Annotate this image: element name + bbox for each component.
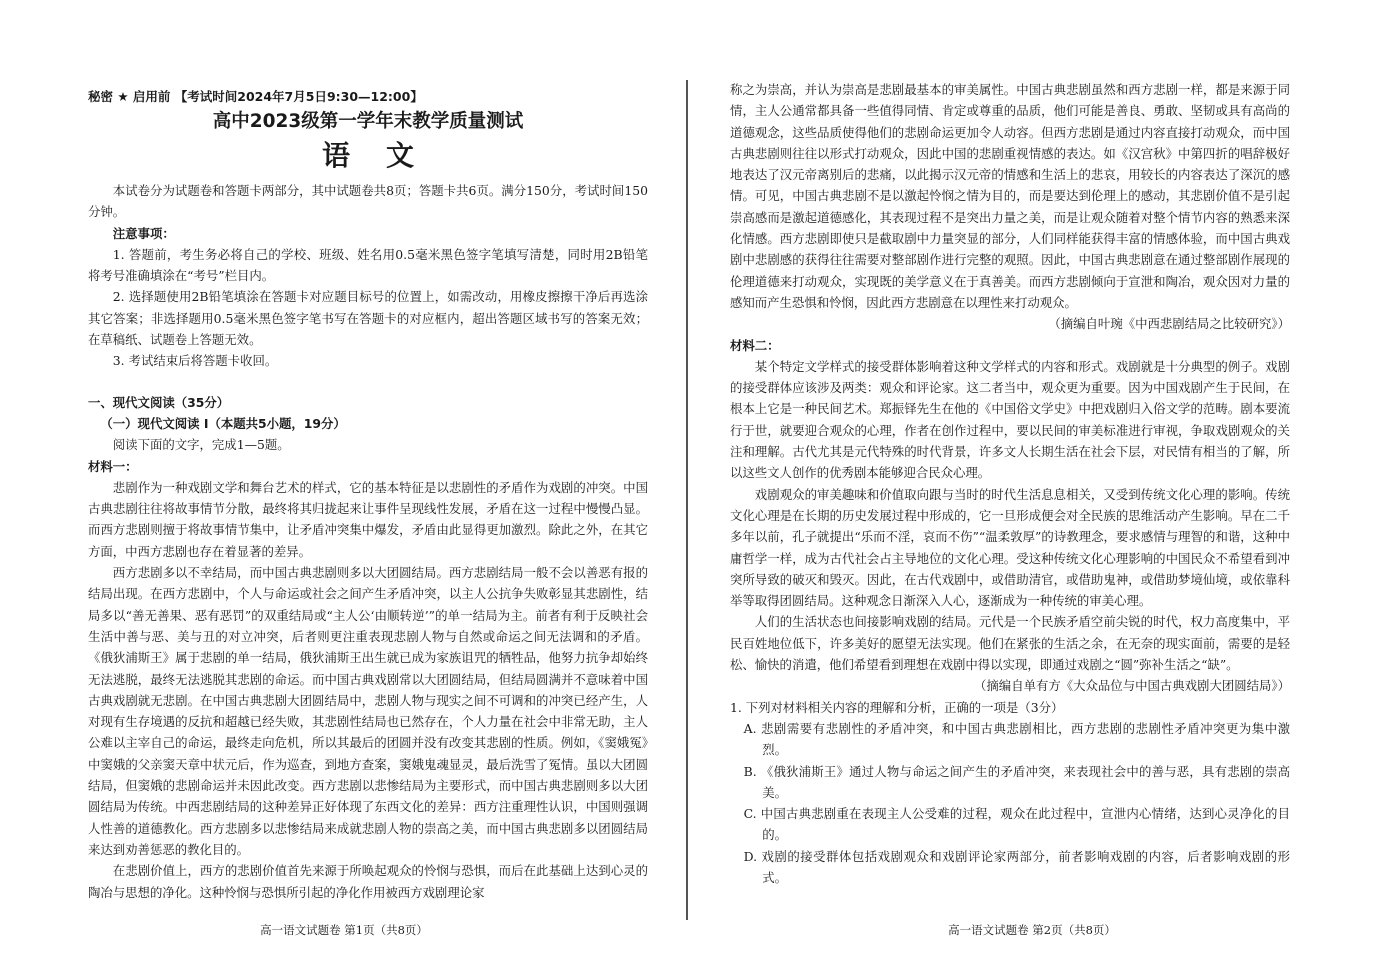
page-2-footer: 高一语文试题卷 第2页（共8页）	[948, 923, 1116, 937]
page-1-footer: 高一语文试题卷 第1页（共8页）	[260, 923, 428, 937]
source-citation: （摘编自单有方《大众品位与中国古典戏剧大团圆结局》）	[974, 678, 1290, 694]
notice-item: 1. 答题前，考生务必将自己的学校、班级、姓名用0.5毫米黑色签字笔填写清楚，同时用2B铅笔将考号准确填涂在“考号”栏目内。	[88, 246, 648, 284]
subject-title: 语文	[321, 139, 450, 172]
page-1-column	[88, 86, 648, 903]
paragraph: 称之为崇高，并认为崇高是悲剧最基本的审美属性。中国古典悲剧虽然和西方悲剧一样，都是来源于同情，主人公通常都具备一些值得同情、肯定或尊重的品质，他们可能是善良、勇敢、坚韧或具有高尚的道德观念，这些品质使得他们的悲剧命运更加令人动容。但西方悲剧是通过内容直接打动观众，而中国古典悲剧则往往以形式打动观众，因此中国的悲剧重视情感的表达。如《汉宫秋》中第四折的唱辞极好地表达了汉元帝离别后的悲痛，以此揭示汉元帝的情感和生活上的悲哀，用较长的内容表达了深沉的感情。可见，中国古典悲剧不是以激起怜悯之情为目的，而是要达到伦理上的感动，其悲剧价值不是引起崇高感而是激起道德感化，其表现过程不是突出力量之美，而是让观众随着对整个情节内容的熟悉来深化情感。西方悲剧即使只是截取剧中力量突显的部分，人们同样能获得丰富的情感体验，而中国古典戏剧中悲剧感的获得往往需要对整部剧作进行完整的观照。因此，中国古典悲剧意在通过整部剧作展现的伦理道德来打动观众，实现既的美学意义在于真善美。而西方悲剧倾向于宣泄和陶冶，观众因对力量的感知而产生恐惧和怜悯，因此西方悲剧意在以理性来打动观众。	[730, 82, 1290, 310]
material-1-label: 材料一：	[88, 458, 138, 474]
option-d: D. 戏剧的接受群体包括戏剧观众和戏剧评论家两部分，前者影响戏剧的内容，后者影响戏剧的形式。	[743, 848, 1290, 885]
notice-title: 注意事项：	[112, 225, 175, 241]
question-1: 1. 下列对材料相关内容的理解和分析，正确的一项是（3分）	[730, 699, 1064, 715]
notice-item: 3. 考试结束后将答题卡收回。	[112, 353, 278, 369]
exam-title: 高中2023级第一学年末教学质量测试	[212, 111, 524, 132]
paragraph: 人们的生活状态也间接影响戏剧的结局。元代是一个民族矛盾空前尖锐的时代，权力高度集中，平民百姓地位低下，许多美好的愿望无法实现。他们在紧张的生活之余，在无奈的现实面前，需要的是轻松、愉快的消遣，他们希望看到理想在戏剧中得以实现，即通过戏剧之“圆”弥补生活之“缺”。	[730, 614, 1290, 673]
option-b: B. 《俄狄浦斯王》通过人物与命运之间产生的矛盾冲突，来表现社会中的善与恶，具有悲剧的崇高美。	[743, 763, 1290, 800]
exam-intro: 本试卷分为试题卷和答题卡两部分，其中试题卷共8页；答题卡共6页。满分150分，考试时间150分钟。	[88, 183, 648, 220]
section-title: 一、现代文阅读（35分）	[88, 394, 230, 410]
page-2	[688, 0, 1376, 972]
option-a: A. 悲剧需要有悲剧性的矛盾冲突，和中国古典悲剧相比，西方悲剧的悲剧性矛盾冲突更为集中激烈。	[743, 720, 1290, 758]
option-c: C. 中国古典悲剧重在表现主人公受难的过程，观众在此过程中，宣泄内心情绪，达到心灵净化的目的。	[743, 806, 1290, 843]
paragraph: 某个特定文学样式的接受群体影响着这种文学样式的内容和形式。戏剧就是十分典型的例子。戏剧的接受群体应该涉及两类：观众和评论家。这二者当中，观众更为重要。因为中国戏剧产生于民间，在根本上它是一种民间艺术。郑振铎先生在他的《中国俗文学史》中把戏剧归入俗文学的范畴。剧本要流行于世，就要迎合观众的心理，作者在创作过程中，要以民间的审美标准进行审视，争取戏剧观众的关注和理解。古代尤其是元代特殊的时代背景，许多文人长期生活在社会下层，对民情有相当的了解，所以这些文人创作的优秀剧本能够迎合民众心理。	[730, 358, 1290, 481]
material-2-label: 材料二：	[730, 337, 780, 353]
source-citation: （摘编自叶琬《中西悲剧结局之比较研究》）	[1048, 316, 1290, 332]
notice-item: 2. 选择题使用2B铅笔填涂在答题卡对应题目标号的位置上，如需改动，用橡皮擦擦干净后再选涂其它答案；非选择题用0.5毫米黑色签字笔书写在答题卡的对应框内，超出答题区域书写的答案无效；在草稿纸、试题卷上答题无效。	[88, 289, 648, 348]
sub-section-title: （一）现代文阅读 Ⅰ（本题共5小题，19分）	[100, 415, 346, 431]
page-2-column	[730, 79, 1290, 888]
paragraph: 在悲剧价值上，西方的悲剧价值首先来源于所唤起观众的怜悯与恐惧，而后在此基础上达到心灵的陶冶与思想的净化。这种怜悯与恐惧所引起的净化作用被西方戏剧理论家	[88, 863, 648, 900]
paragraph: 戏剧观众的审美趣味和价值取向跟与当时的时代生活息息相关，又受到传统文化心理的影响。传统文化心理是在长期的历史发展过程中形成的，它一旦形成便会对全民族的思维活动产生影响。早在二千多年以前，孔子就提出“乐而不淫，哀而不伤”“温柔敦厚”的诗教理念，要求感情与理智的和谐，这种中庸哲学一样，成为古代社会占主导地位的文化心理。受这种传统文化心理影响的中国民众不希望看到冲突所导致的破灭和毁灭。因此，在古代戏剧中，或借助清官，或借助鬼神，或借助梦境仙境，或依靠科举等取得团圆结局。这种观念日渐深入人心，逐渐成为一种传统的审美心理。	[730, 486, 1290, 609]
paragraph: 西方悲剧多以不幸结局，而中国古典悲剧则多以大团圆结局。西方悲剧结局一般不会以善恶有报的结局出现。在西方悲剧中，个人与命运或社会之间产生矛盾冲突，以主人公抗争失败彰显其悲剧性，结局多以“善无善果、恶有恶罚”的双重结局或“主人公‘由顺转逆’”的单一结局为主。前者有利于反映社会生活中善与恶、美与丑的对立冲突，后者则更注重表现悲剧人物与自然或命运之间无法调和的矛盾。《俄狄浦斯王》属于悲剧的单一结局，俄狄浦斯王出生就已成为家族诅咒的牺牲品，他努力抗争却始终无法逃脱，最终无法逃脱其悲剧的命运。而中国古典戏剧常以大团圆结局，但结局圆满并不意味着中国古典戏剧就无悲剧。在中国古典悲剧大团圆结局中，悲剧人物与现实之间不可调和的冲突已经产生，人对现有生存境遇的反抗和超越已经失败，其悲剧性结局也已然存在，个人力量在社会中非常无助，主人公难以主宰自己的命运，最终走向危机，所以其最后的团圆并没有改变其悲剧的性质。例如，《窦娥冤》中窦娥的父亲窦天章中状元后，作为巡查，到地方查案，窦娥鬼魂显灵，最后洗雪了冤情。虽以大团圆结局，但窦娥的悲剧命运并未因此改变。西方悲剧以悲惨结局为主要形式，而中国古典悲剧则多以大团圆结局为传统。中西悲剧结局的这种差异正好体现了东西文化的差异：西方注重理性认识，中国则强调人性善的道德教化。西方悲剧多以悲惨结局来成就悲剧人物的崇高之美，而中国古典悲剧多以团圆结局来达到劝善惩恶的教化目的。	[88, 565, 648, 857]
paragraph: 悲剧作为一种戏剧文学和舞台艺术的样式，它的基本特征是以悲剧性的矛盾作为戏剧的冲突。中国古典悲剧往往将故事情节分散，最终将其归拢起来让事件呈现线性发展，矛盾在这一过程中慢慢凸显。而西方悲剧则擅于将故事情节集中，让矛盾冲突集中爆发，矛盾由此显得更加激烈。除此之外，在其它方面，中西方悲剧也存在着显著的差异。	[88, 479, 648, 559]
secret-line: 秘密 ★ 启用前 【考试时间2024年7月5日9:30—12:00】	[88, 89, 423, 104]
instruction: 阅读下面的文字，完成1—5题。	[112, 437, 290, 453]
